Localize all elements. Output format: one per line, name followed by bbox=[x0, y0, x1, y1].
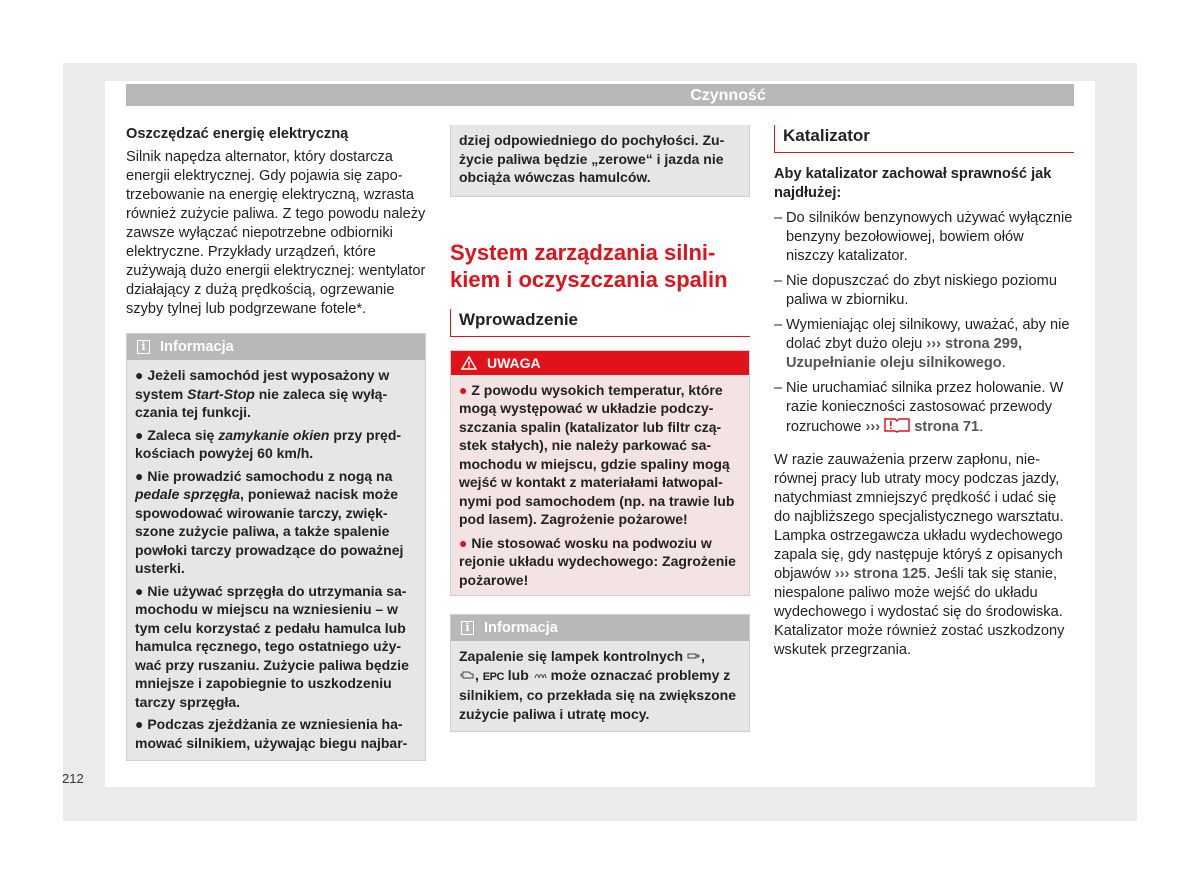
section-title: Katalizator bbox=[783, 126, 870, 145]
exhaust-warning-icon bbox=[687, 651, 701, 661]
info-icon: i bbox=[137, 340, 150, 354]
warning-body bbox=[451, 375, 749, 596]
chapter-header bbox=[126, 84, 1074, 106]
warning-box bbox=[450, 350, 750, 597]
list-item: – Nie uruchamiać silnika przez holowanie. W razie konieczności zastosować przewody rozruchowe ››› strona 71. bbox=[774, 380, 1064, 435]
warning-item: ● Nie stosować wosku na podwoziu w rejonie układu wydechowego: Zagrożenie pożarowe! bbox=[459, 534, 736, 588]
column-left bbox=[126, 125, 426, 761]
info-box bbox=[450, 614, 750, 732]
info-body bbox=[127, 360, 425, 760]
bullet-icon: ● bbox=[459, 381, 472, 398]
info-body bbox=[451, 641, 749, 731]
warning-header bbox=[451, 351, 749, 375]
column-right bbox=[774, 125, 1074, 660]
info-item: ● Nie prowadzić samochodu z nogą na pedale sprzęgła, ponieważ nacisk może spowodować wirowanie tarczy, zwiększone zużycie paliwa, a także spalenie powłoki tarczy prowadzące do poważnej usterki. bbox=[135, 467, 404, 576]
info-text: Zapalenie się lampek kontrolnych , , EPC lub może oznaczać problemy z silnikiem, co przekłada się na zwiększone zużycie paliwa i utratę mocy. bbox=[459, 648, 737, 722]
info-header bbox=[127, 334, 425, 360]
info-continued-text: dziej odpowiedniego do pochyłości. Zużycie paliwa będzie „zerowe“ i jazda nie obciąża wówczas hamulców. bbox=[459, 132, 725, 185]
chapter-title: Czynność bbox=[690, 87, 766, 104]
bullet-icon: ● bbox=[459, 534, 472, 551]
info-item: ● Nie używać sprzęgła do utrzymania samochodu w miejscu na wzniesieniu – w tym celu korzystać z pedału hamulca lub hamulca ręcznego, tego ostatniego używać przy ruszaniu. Zużycie paliwa będzie mniejsze i zapobiegnie to uszkodzeniu tarczy sprzęgła. bbox=[135, 582, 409, 710]
glow-plug-icon bbox=[533, 670, 547, 680]
page-reference-link[interactable]: ››› strona 299, Uzupełnianie oleju silnikowego bbox=[786, 336, 1023, 371]
info-item: ● Podczas zjeżdżania ze wzniesienia hamować silnikiem, używając biegu najbar- bbox=[135, 716, 408, 751]
info-header bbox=[451, 615, 749, 641]
page-reference-link[interactable]: ››› strona 125 bbox=[834, 566, 927, 582]
section-title: System zarządzania silnikiem i oczyszczania spalin bbox=[450, 239, 728, 292]
info-box-continued bbox=[450, 125, 750, 197]
warning-triangle-icon bbox=[461, 356, 477, 370]
list-item: – Wymieniając olej silnikowy, uważać, aby nie dolać zbyt dużo oleju ››› strona 299, Uzupełnianie oleju silnikowego. bbox=[774, 317, 1070, 371]
subsection-title: Oszczędzać energię elektryczną bbox=[126, 126, 349, 142]
subsection-heading bbox=[450, 309, 750, 337]
dash-list bbox=[774, 209, 1074, 437]
section-heading bbox=[774, 125, 1074, 153]
info-box bbox=[126, 333, 426, 761]
body-paragraph: W razie zauważenia przerw zapłonu, nierównej pracy lub utraty mocy podczas jazdy, natychmiast zmniejszyć prędkość i udać się do najbliższego specjalistycznego warsztatu. Lampka ostrzegawcza układu wydechowego zapala się, gdy następuje któryś z opisanych objawów ››› strona 125. Jeśli tak się stanie, niespalone paliwo może wejść do układu wydechowego i wydostać się do środowiska. Katalizator może również zostać uszkodzony wskutek przegrzania. bbox=[774, 452, 1065, 658]
epc-icon: EPC bbox=[482, 670, 504, 683]
info-item: ● Zaleca się zamykanie okien przy prędkościach powyżej 60 km/h. bbox=[135, 426, 402, 461]
engine-icon bbox=[459, 670, 475, 680]
info-item: ● Jeżeli samochód jest wyposażony w system Start-Stop nie zaleca się wyłączania tej funkcji. bbox=[135, 367, 390, 420]
column-middle bbox=[450, 125, 750, 732]
body-paragraph: Silnik napędza alternator, który dostarcza energii elektrycznej. Gdy pojawia się zapotrzebowanie na energię elektryczną, wzrasta również zużycie paliwa. Z tego powodu należy zawsze wyłączać niepotrzebne odbiorniki elektryczne. Przykłady urządzeń, które zużywają dużo energii elektrycznej: wentylator działający z dużą prędkością, ogrzewanie szyby tylnej lub podgrzewane fotele*. bbox=[126, 149, 426, 317]
page-number: 212 bbox=[62, 771, 84, 786]
warning-item: ● Z powodu wysokich temperatur, które mogą występować w układzie podczyszczania spalin (katalizator lub filtr cząstek stałych), nie należy parkować samochodu w miejscu, gdzie spaliny mogą wejść w kontakt z materiałami łatwopalnymi pod samochodem (np. na trawie lub pod lasem). Zagrożenie pożarowe! bbox=[459, 381, 735, 527]
list-item: – Nie dopuszczać do zbyt niskiego poziomu paliwa w zbiorniku. bbox=[774, 273, 1057, 308]
book-warning-icon bbox=[884, 417, 910, 433]
subsection-title: Wprowadzenie bbox=[459, 309, 579, 329]
list-item: – Do silników benzynowych używać wyłącznie benzyny bezołowiowej, bowiem ołów niszczy katalizator. bbox=[774, 210, 1073, 264]
warning-label: UWAGA bbox=[487, 354, 541, 371]
info-label: Informacja bbox=[484, 620, 558, 636]
info-icon: i bbox=[461, 621, 474, 635]
page-reference-link[interactable]: strona 71 bbox=[914, 419, 980, 435]
subsection-title: Aby katalizator zachował sprawność jak najdłużej: bbox=[774, 166, 1052, 201]
info-label: Informacja bbox=[160, 339, 234, 355]
